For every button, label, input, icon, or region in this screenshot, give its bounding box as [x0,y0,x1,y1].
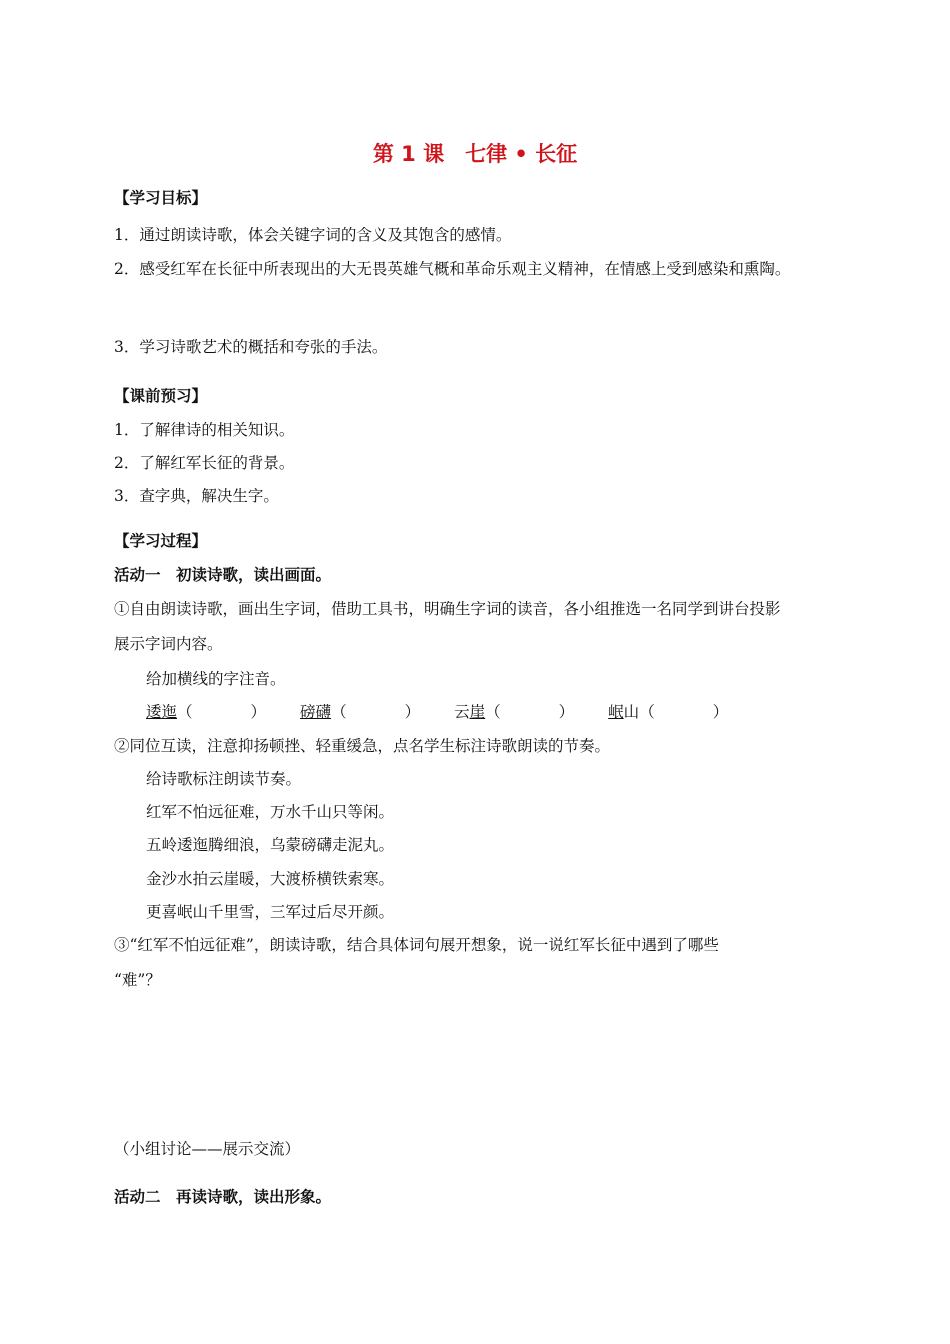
paren-open: （ [177,703,193,721]
poem-line: 更喜岷山千里雪，三军过后尽开颜。 [146,903,395,921]
word-prefix: 云 [454,703,470,721]
discussion-note: （小组讨论——展示交流） [114,1140,301,1158]
pinyin-exercise [146,702,762,722]
activity1-step3: ③“红军不怕远征难”，朗读诗歌，结合具体词句展开想象，说一说红军长征中遇到了哪些 [114,936,719,954]
paren-open: （ [331,703,347,721]
underlined-word: 逶迤 [146,703,178,721]
preview-item: 1．了解律诗的相关知识。 [114,421,295,439]
pinyin-prompt: 给加横线的字注音。 [146,670,286,688]
pinyin-item [608,702,728,722]
activity1-step1: ①自由朗读诗歌，画出生字词，借助工具书，明确生字词的读音，各小组推选一名同学到讲台投影 [114,600,781,618]
activity1-title: 活动一 初读诗歌，读出画面。 [114,566,332,584]
paren-close: ） [250,703,267,721]
preview-item: 3．查字典，解决生字。 [114,487,279,505]
paren-close: ） [712,703,729,721]
paren-open: （ [639,703,655,721]
objective-item: 1．通过朗读诗歌，体会关键字词的含义及其饱含的感情。 [114,226,512,244]
paren-open: （ [485,703,501,721]
poem-line: 金沙水拍云崖暖，大渡桥横铁索寒。 [146,870,395,888]
objective-item: 3．学习诗歌艺术的概括和夸张的手法。 [114,338,388,356]
word-suffix: 山 [623,703,640,721]
activity1-step1-cont: 展示字词内容。 [114,635,223,653]
objective-item: 2．感受红军在长征中所表现出的大无畏英雄气概和革命乐观主义精神，在情感上受到感染和熏陶。 [114,260,791,278]
lesson-title: 第 1 课 七律 • 长征 [372,142,578,166]
pinyin-item [300,702,420,722]
objectives-heading: 【学习目标】 [114,189,208,207]
paren-close: ） [558,703,575,721]
underlined-word: 崖 [469,703,486,721]
activity1-step3-cont: “难”？ [114,971,161,989]
rhythm-prompt: 给诗歌标注朗读节奏。 [146,770,302,788]
poem-line: 红军不怕远征难，万水千山只等闲。 [146,803,395,821]
paren-close: ） [404,703,421,721]
preview-item: 2．了解红军长征的背景。 [114,454,295,472]
underlined-word: 磅礴 [300,703,332,721]
process-heading: 【学习过程】 [114,532,208,550]
poem-line: 五岭逶迤腾细浪，乌蒙磅礴走泥丸。 [146,836,395,854]
activity1-step2: ②同位互读，注意抑扬顿挫、轻重缓急，点名学生标注诗歌朗读的节奏。 [114,737,611,755]
pinyin-item [146,702,266,722]
activity2-title: 活动二 再读诗歌，读出形象。 [114,1188,332,1206]
preview-heading: 【课前预习】 [114,387,208,405]
pinyin-item [454,702,574,722]
underlined-word: 岷 [608,703,624,721]
